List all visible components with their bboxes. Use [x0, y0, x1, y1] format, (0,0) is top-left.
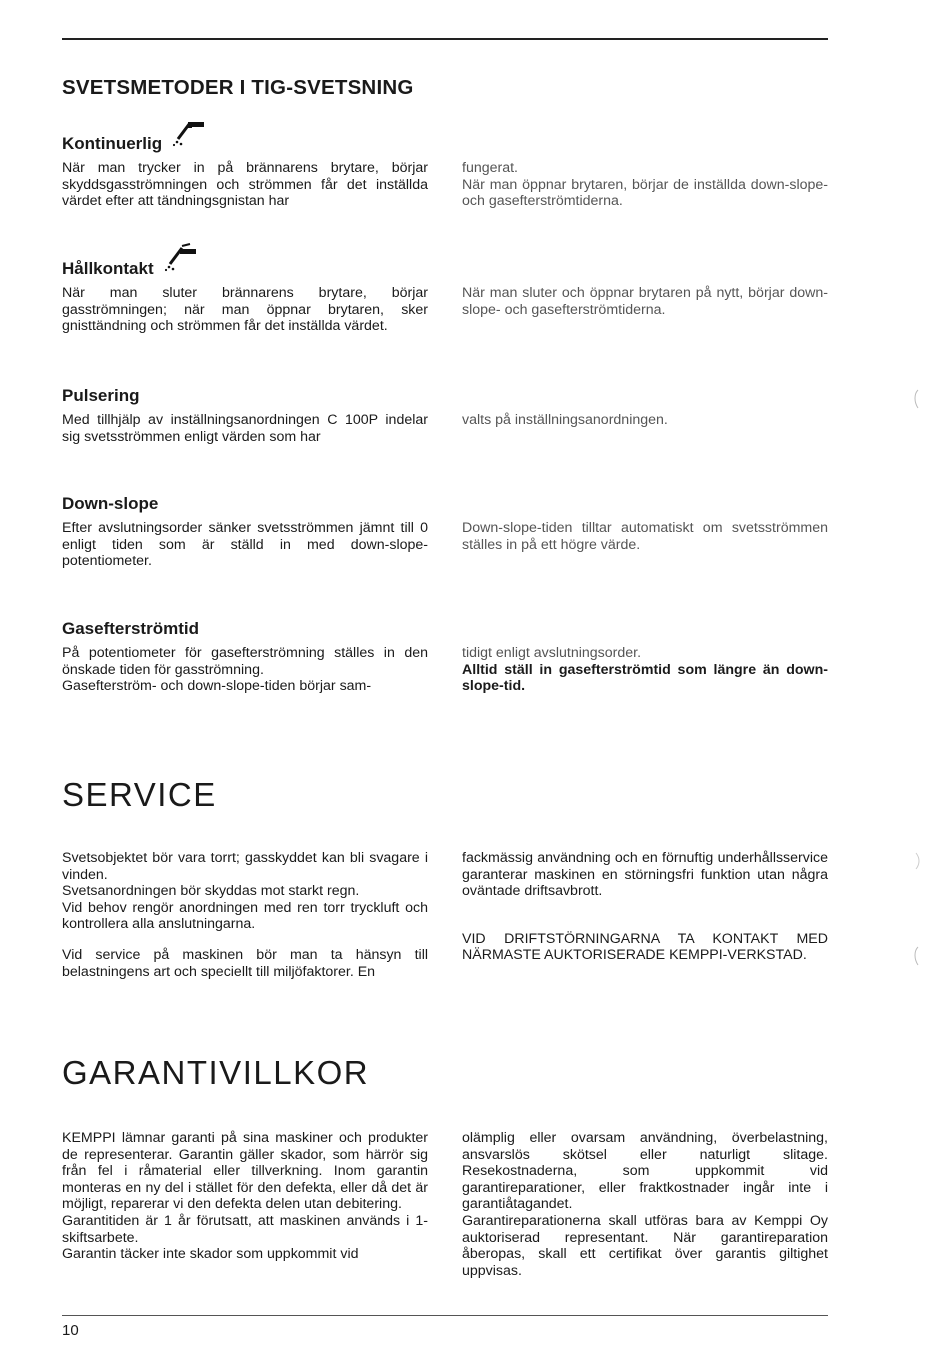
left-column	[62, 412, 428, 445]
body-text: När man trycker in på brännarens brytare, börjar skyddsgasströmningen och strömmen får det inställda värdet efter att tändningsgnistan har	[62, 160, 428, 210]
body-text: När man sluter och öppnar brytaren på nytt, börjar down-slope- och gasefterströmtiderna.	[462, 285, 828, 318]
bottom-rule	[62, 1315, 828, 1316]
section-heading	[62, 257, 828, 279]
section-kontinuerlig	[62, 132, 828, 210]
section-downslope	[62, 492, 828, 570]
body-text: Down-slope-tiden tilltar automatiskt om svetsströmmen ställes in på ett högre värde.	[462, 520, 828, 553]
left-column	[62, 850, 428, 980]
body-text: fackmässig användning och en förnuftig underhållsservice garanterar maskinen en störningsfri funktion utan några oväntade driftsavbrott.	[462, 850, 828, 900]
body-text: Vid service på maskinen bör man ta hänsyn till belastningens art och speciellt till miljöfaktorer. En	[62, 946, 428, 980]
right-column	[462, 520, 828, 570]
right-column	[462, 412, 828, 445]
body-text: tidigt enligt avslutningsorder.	[462, 645, 642, 661]
heading-text: Pulsering	[62, 386, 140, 405]
section-heading	[62, 384, 828, 406]
body-text: olämplig eller ovarsam användning, överbelastning, ansvarslös skötsel eller naturligt slitage. Resekostnaderna, som uppkommit vid garantireparationer, eller fraktkostnader ingår inte i garantiåtagandet. Garantireparationerna skall utföras bara av Kemppi Oy auktoriserad representant. När garantireparation åberopas, skall ett certifikat över garantis giltighet uppvisas.	[462, 1130, 828, 1279]
right-column	[462, 160, 828, 210]
body-text: Svetsobjektet bör vara torrt; gasskyddet kan bli svagare i vinden. Svetsanordningen bör skyddas mot starkt regn. Vid behov rengör anordningen med ren torr tryckluft och kontrollera alla anslutningarna.	[62, 850, 428, 933]
scan-mark-icon	[912, 388, 924, 410]
torch-continuous-icon	[170, 117, 218, 152]
body-text: På potentiometer för gasefterströmning ställes in den önskade tiden för gasströmning. Gasefterström- och down-slope-tiden börjar sam-	[62, 645, 428, 695]
heading-text: Down-slope	[62, 494, 159, 513]
scan-mark-icon	[912, 945, 924, 967]
right-column	[462, 645, 828, 695]
section-pulsering	[62, 384, 828, 445]
body-text: valts på inställningsanordningen.	[462, 412, 668, 428]
scan-mark-icon	[912, 850, 924, 872]
body-text: KEMPPI lämnar garanti på sina maskiner och produkter de representerar. Garantin gäller skador, som härrör sig från fel i råmaterial eller tillverkning. Inom garantin monteras en ny del i stället för den defekta, eller då det är möjligt, reparerar vi den defekta delen utan debitering. Garantitiden är 1 år förutsatt, att maskinen används i 1-skiftsarbete. Garantin täcker inte skador som uppkommit vid	[62, 1130, 428, 1263]
top-rule	[62, 38, 828, 40]
left-column	[62, 160, 428, 210]
heading-text: Kontinuerlig	[62, 134, 163, 153]
heading-text: Hållkontakt	[62, 259, 154, 278]
page-title: SVETSMETODER I TIG-SVETSNING	[62, 76, 414, 99]
section-service	[62, 850, 828, 980]
section-heading	[62, 132, 828, 154]
section-hallkontakt	[62, 257, 828, 335]
right-column	[462, 285, 828, 335]
left-column	[62, 645, 428, 695]
service-heading: SERVICE	[62, 776, 217, 813]
contact-notice: VID DRIFTSTÖRNINGARNA TA KONTAKT MED NÄRMASTE AUKTORISERADE KEMPPI-VERKSTAD.	[462, 930, 828, 964]
warning-text: Alltid ställ in gasefterströmtid som längre än down-slope-tid.	[462, 661, 828, 695]
left-column	[62, 285, 428, 335]
left-column	[62, 520, 428, 570]
torch-hold-icon	[162, 242, 210, 277]
section-gasefterstromtid	[62, 617, 828, 695]
body-text: Med tillhjälp av inställningsanordningen C 100P indelar sig svetsströmmen enligt värden som har	[62, 412, 428, 445]
right-column	[462, 1130, 828, 1279]
body-text: När man sluter brännarens brytare, börjar gasströmningen; när man öppnar brytaren, sker gnisttändning och strömmen får det inställda värdet.	[62, 285, 428, 335]
right-column	[462, 850, 828, 980]
garanti-heading: GARANTIVILLKOR	[62, 1054, 370, 1091]
left-column	[62, 1130, 428, 1279]
body-text: fungerat. När man öppnar brytaren, börjar de inställda down-slope- och gasefterströmtiderna.	[462, 160, 828, 210]
section-garanti	[62, 1130, 828, 1279]
page-number: 10	[62, 1322, 79, 1339]
section-heading	[62, 617, 828, 639]
heading-text: Gasefterströmtid	[62, 619, 199, 638]
body-text: Efter avslutningsorder sänker svetsströmmen jämnt till 0 enligt tiden som är ställd in med down-slope-potentiometer.	[62, 520, 428, 570]
section-heading	[62, 492, 828, 514]
